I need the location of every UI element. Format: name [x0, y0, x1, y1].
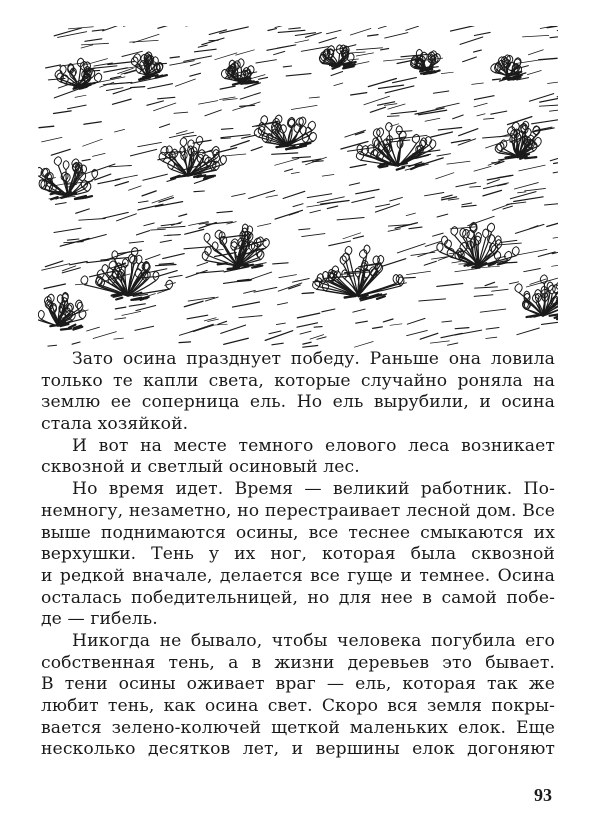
forest-clearing-illustration: [38, 26, 558, 348]
text-line: собственная тень, а в жизни деревьев это бывает.: [41, 652, 555, 673]
text-line: вается зелено-колючей щеткой маленьких елок. Еще: [41, 717, 555, 738]
text-line: любит тень, как осина свет. Скоро вся земля покры-: [41, 696, 555, 716]
page-number: 93: [534, 785, 552, 805]
text-line: и редкой вначале, делается все гуще и темнее. Осина: [41, 565, 555, 586]
text-line: землю ее соперница ель. Но ель вырубили, и осина: [41, 392, 555, 413]
text-line: немногу, незаметно, но перестраивает лесной дом. Все: [41, 500, 555, 521]
text-line: сквозной и светлый осиновый лес.: [41, 457, 360, 478]
text-line: только те капли света, которые случайно роняла на: [41, 370, 555, 391]
text-line: Зато осина празднует победу. Раньше она ловила: [72, 349, 555, 369]
text-line: В тени осины оживает враг — ель, которая так же: [41, 674, 555, 695]
body-text: [41, 349, 555, 761]
text-line: стала хозяйкой.: [41, 414, 189, 435]
text-line: И вот на месте темного елового леса возникает: [72, 435, 555, 456]
text-line: Но время идет. Время — великий работник. По-: [72, 479, 555, 500]
text-line: несколько десятков лет, и вершины елок догоняют: [41, 739, 555, 760]
text-line: выше поднимаются осины, все теснее смыкаются их: [41, 522, 555, 543]
sketch-strokes: [38, 26, 558, 347]
text-line: осталась победительницей, но для нее в самой побе-: [41, 587, 555, 608]
text-line: де — гибель.: [41, 609, 158, 630]
text-line: верхушки. Тень у их ног, которая была сквозной: [41, 544, 555, 565]
text-line: Никогда не бывало, чтобы человека погубила его: [72, 630, 555, 651]
